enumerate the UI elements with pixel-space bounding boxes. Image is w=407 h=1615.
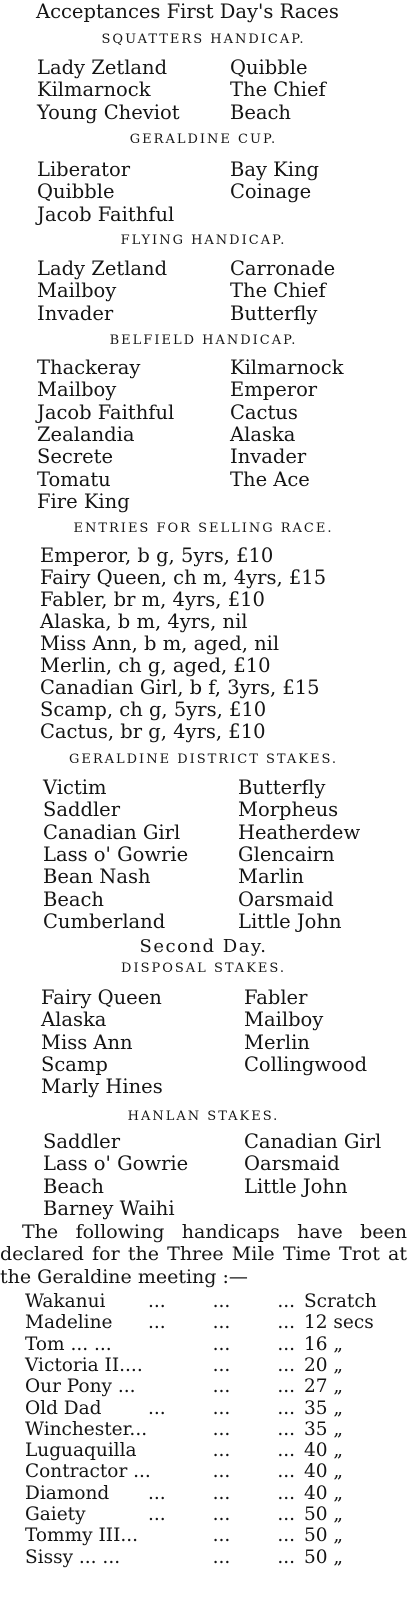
trot-leaders: ... ... ... (147, 1397, 295, 1419)
section-heading: GERALDINE DISTRICT STAKES. (68, 752, 339, 767)
horse-name: Lady Zetland (37, 257, 168, 280)
horse-name: Mailboy (37, 378, 117, 402)
horse-name: Miss Ann (41, 1030, 133, 1054)
horse-name: Lass o' Gowrie (43, 842, 189, 866)
horse-name: Alaska (230, 422, 296, 446)
horse-name: Little John (244, 1174, 348, 1198)
horse-name: Heatherdew (238, 820, 361, 844)
horse-name: Kilmarnock (37, 78, 151, 102)
page-title: Acceptances First Day's Races (36, 0, 339, 23)
horse-name: Canadian Girl (244, 1130, 382, 1153)
trot-handicap: 50 „ (304, 1525, 344, 1547)
horse-name: Young Cheviot (37, 100, 180, 124)
trot-horse: Tommy III... (25, 1525, 139, 1547)
horse-name: Marlin (238, 865, 304, 889)
trot-horse: Winchester... (25, 1418, 148, 1440)
trot-leaders: ... ... (212, 1418, 295, 1440)
horse-name: Lass o' Gowrie (43, 1152, 189, 1176)
horse-name: Oarsmaid (244, 1152, 340, 1176)
horse-name: Zealandia (37, 422, 135, 446)
trot-leaders: ... ... ... (147, 1291, 295, 1312)
horse-name: Canadian Girl (43, 820, 181, 844)
horse-name: Oarsmaid (238, 887, 334, 911)
entry-line: Fairy Queen, ch m, 4yrs, £15 (40, 566, 327, 589)
paragraph-line: The following handicaps have been (22, 1221, 407, 1243)
trot-handicap: 40 „ (304, 1461, 344, 1483)
horse-name: Butterfly (238, 776, 326, 799)
horse-name: Saddler (43, 1130, 121, 1153)
trot-handicap: 27 „ (304, 1376, 344, 1398)
trot-handicap: 50 „ (304, 1546, 344, 1568)
day-heading: Second Day. (139, 936, 268, 957)
trot-horse: Sissy ... ... (25, 1546, 121, 1568)
section-heading: HANLAN STAKES. (127, 1109, 280, 1124)
trot-leaders: ... ... ... (147, 1482, 295, 1504)
horse-name: Quibble (37, 180, 115, 204)
horse-name: Coinage (230, 180, 312, 204)
section-heading: ENTRIES FOR SELLING RACE. (73, 521, 334, 536)
trot-handicap: 40 „ (304, 1482, 344, 1504)
horse-name: Mailboy (244, 1008, 324, 1032)
trot-horse: Victoria II.... (25, 1354, 143, 1376)
trot-horse: Tom ... ... (25, 1333, 112, 1355)
entry-line: Canadian Girl, b f, 3yrs, £15 (40, 676, 320, 699)
horse-name: Carronade (230, 257, 336, 280)
entry-line: Cactus, br g, 4yrs, £10 (40, 720, 266, 743)
trot-leaders: ... ... (212, 1546, 295, 1568)
trot-leaders: ... ... ... (147, 1504, 295, 1525)
paragraph-line: declared for the Three Mile Time Trot at (0, 1243, 407, 1265)
horse-name: Jacob Faithful (37, 400, 175, 424)
section-heading: SQUATTERS HANDICAP. (101, 32, 306, 47)
horse-name: Kilmarnock (230, 356, 344, 379)
trot-handicap: Scratch (304, 1291, 377, 1312)
horse-name: Merlin (244, 1030, 310, 1054)
trot-handicap: 35 „ (304, 1418, 344, 1440)
trot-handicap: 12 secs (304, 1312, 374, 1334)
horse-name: Scamp (41, 1052, 108, 1076)
entry-line: Alaska, b m, 4yrs, nil (40, 610, 248, 633)
horse-name: Fire King (37, 489, 130, 513)
entry-line: Fabler, br m, 4yrs, £10 (40, 588, 265, 611)
trot-leaders: ... ... (212, 1333, 295, 1355)
horse-name: Saddler (43, 798, 121, 822)
horse-name: Secrete (37, 445, 114, 469)
entry-line: Scamp, ch g, 5yrs, £10 (40, 698, 267, 721)
trot-horse: Wakanui (25, 1291, 106, 1312)
trot-horse: Luguaquilla (25, 1440, 137, 1462)
trot-leaders: ... ... (212, 1354, 295, 1376)
trot-handicap: 40 „ (304, 1440, 344, 1462)
horse-name: The Chief (230, 279, 326, 303)
horse-name: The Chief (230, 78, 326, 102)
horse-name: Collingwood (244, 1052, 368, 1076)
horse-name: Liberator (37, 158, 131, 181)
section-heading: FLYING HANDICAP. (120, 233, 287, 248)
horse-name: Bean Nash (43, 865, 151, 889)
trot-leaders: ... ... (212, 1461, 295, 1483)
horse-name: Victim (43, 776, 107, 799)
trot-horse: Old Dad (25, 1397, 102, 1419)
horse-name: Cactus (230, 400, 298, 424)
horse-name: Beach (43, 887, 104, 911)
horse-name: Lady Zetland (37, 56, 168, 79)
horse-name: Barney Waihi (43, 1196, 175, 1220)
horse-name: Bay King (230, 158, 320, 181)
trot-handicap: 20 „ (304, 1354, 344, 1376)
section-heading: BELFIELD HANDICAP. (109, 333, 298, 348)
horse-name: Cumberland (43, 909, 166, 933)
horse-name: Fabler (244, 986, 308, 1009)
entry-line: Miss Ann, b m, aged, nil (40, 632, 280, 655)
horse-name: Thackeray (37, 356, 141, 379)
trot-leaders: ... ... (212, 1525, 295, 1547)
horse-name: Beach (230, 100, 291, 124)
trot-handicap: 16 „ (304, 1333, 344, 1355)
trot-horse: Diamond (25, 1482, 110, 1504)
horse-name: Alaska (41, 1008, 107, 1032)
section-heading: DISPOSAL STAKES. (121, 961, 286, 976)
trot-horse: Contractor ... (25, 1461, 151, 1483)
horse-name: Glencairn (238, 842, 335, 866)
horse-name: Invader (230, 445, 307, 469)
horse-name: The Ace (230, 467, 310, 491)
section-heading: GERALDINE CUP. (129, 132, 278, 147)
trot-handicap: 35 „ (304, 1397, 344, 1419)
horse-name: Beach (43, 1174, 104, 1198)
horse-name: Little John (238, 909, 342, 933)
trot-leaders: ... ... (212, 1376, 295, 1398)
trot-horse: Madeline (25, 1312, 113, 1334)
horse-name: Fairy Queen (41, 986, 162, 1009)
horse-name: Tomatu (37, 467, 111, 491)
trot-horse: Our Pony ... (25, 1376, 136, 1398)
trot-leaders: ... ... (212, 1440, 295, 1462)
horse-name: Butterfly (230, 301, 318, 325)
horse-name: Marly Hines (41, 1075, 163, 1099)
paragraph-line: the Geraldine meeting :— (0, 1266, 248, 1288)
trot-handicap: 50 „ (304, 1504, 344, 1525)
horse-name: Morpheus (238, 798, 339, 822)
entry-line: Merlin, ch g, aged, £10 (40, 654, 271, 677)
horse-name: Mailboy (37, 279, 117, 303)
horse-name: Emperor (230, 378, 318, 402)
entry-line: Emperor, b g, 5yrs, £10 (40, 544, 274, 567)
horse-name: Invader (37, 301, 114, 325)
horse-name: Jacob Faithful (37, 202, 175, 226)
trot-leaders: ... ... ... (147, 1312, 295, 1334)
trot-horse: Gaiety (25, 1504, 86, 1525)
horse-name: Quibble (230, 56, 308, 79)
